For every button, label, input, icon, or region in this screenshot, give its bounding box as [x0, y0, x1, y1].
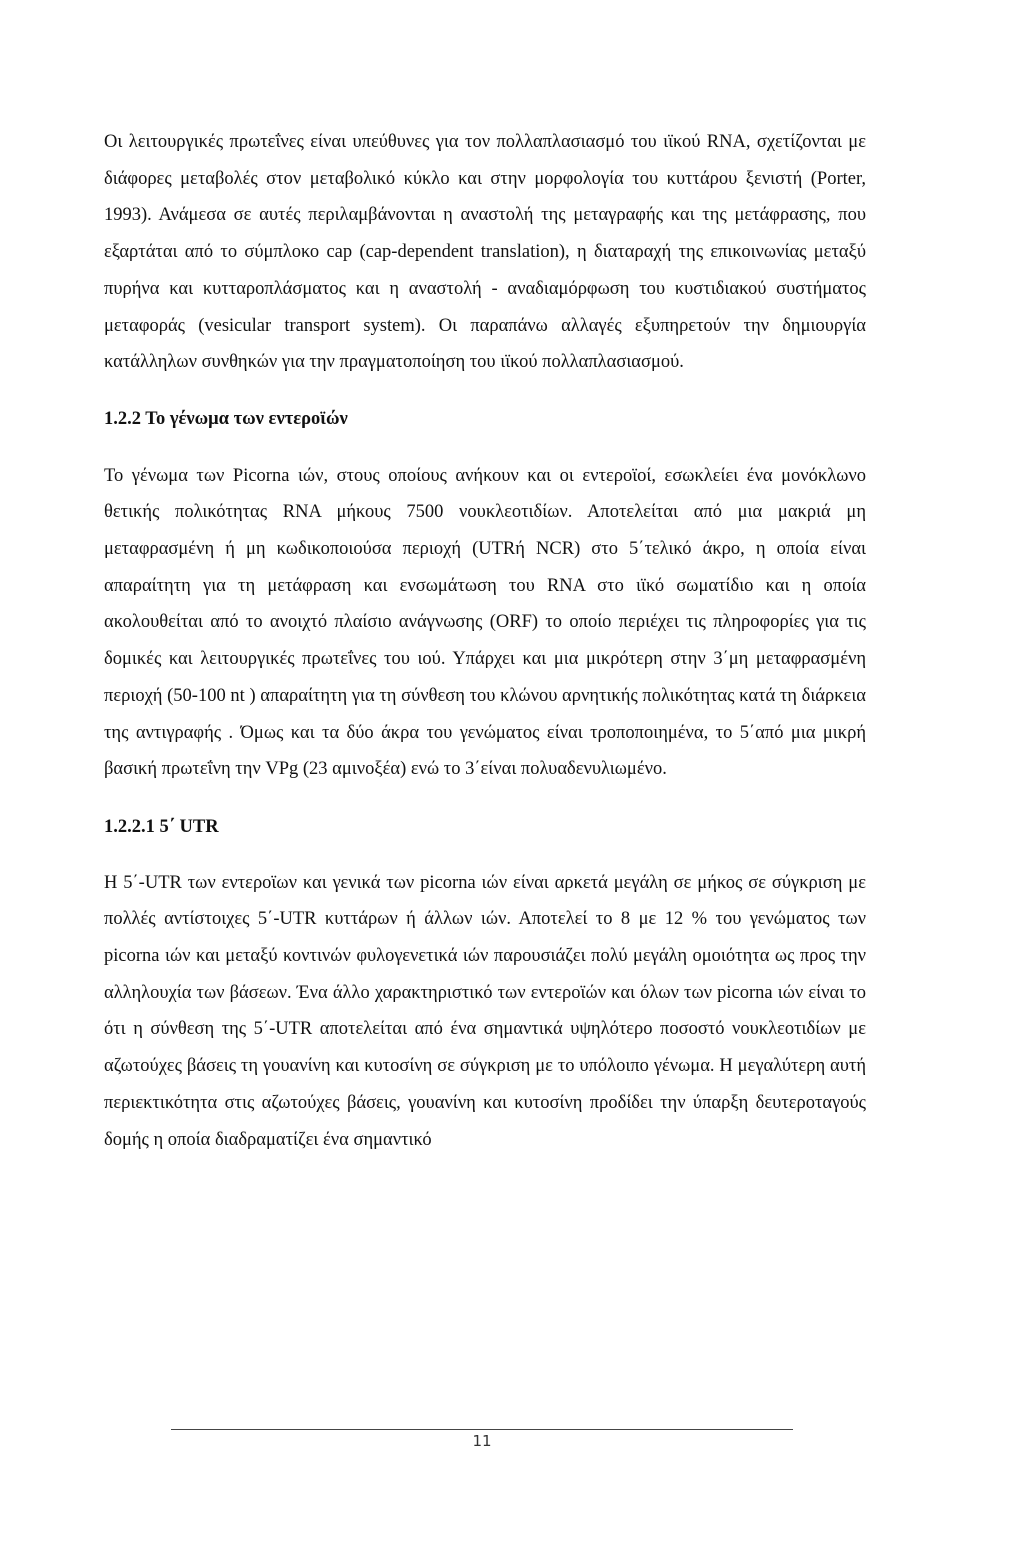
footer-divider [171, 1429, 793, 1430]
body-paragraph: Οι λειτουργικές πρωτεΐνες είναι υπεύθυνες για τον πολλαπλασιασμό του ιϊκού RNA, σχετίζονται με διάφορες μεταβολές στον μεταβολικό κύκλο και στην μορφολογία του κυττάρου ξενιστή (Porter, 1993). Ανάμεσα σε αυτές περιλαμβάνονται η αναστολή της μεταγραφής και της μετάφρασης, που εξαρτάται από το σύμπλοκο cap (cap-dependent translation), η διαταραχή της επικοινωνίας μεταξύ πυρήνα και κυτταροπλάσματος και η αναστολή - αναδιαμόρφωση του κυστιδιακού συστήματος μεταφοράς (vesicular transport system). Οι παραπάνω αλλαγές εξυπηρετούν την δημιουργία κατάλληλων συνθηκών για την πραγματοποίηση του ιϊκού πολλαπλασιασμού. [104, 132, 866, 373]
body-paragraph: Η 5΄-UTR των εντεροϊων και γενικά των picorna ιών είναι αρκετά μεγάλη σε μήκος σε σύγκριση με πολλές αντίστοιχες 5΄-UTR κυττάρων ή άλλων ιών. Αποτελεί το 8 με 12 % του γενώματος των picorna ιών και μεταξύ κοντινών φυλογενετικά ιών παρουσιάζει πολύ μεγάλη ομοιότητα ως προς την αλληλουχία των βάσεων. Ένα άλλο χαρακτηριστικό των εντεροϊών και όλων των picorna ιών είναι το ότι η σύνθεση της 5΄-UTR αποτελείται από ένα σημαντικά υψηλότερο ποσοστό νουκλεοτιδίων με αζωτούχες βάσεις τη γουανίνη και κυτοσίνη σε σύγκριση με το υπόλοιπο γένωμα. Η μεγαλύτερη αυτή περιεκτικότητα στις αζωτούχες βάσεις, γουανίνη και κυτοσίνη προδίδει την ύπαρξη δευτεροταγούς δομής η οποία διαδραματίζει ένα σημαντικό [104, 872, 866, 1150]
section-heading: 1.2.2 Το γένωμα των εντεροϊών [104, 408, 348, 429]
page-content [104, 124, 866, 1158]
page-number: 11 [472, 1432, 492, 1450]
body-paragraph: Το γένωμα των Picorna ιών, στους οποίους ανήκουν και οι εντεροϊοί, εσωκλείει ένα μονόκλωνο θετικής πολικότητας RNA μήκους 7500 νουκλεοτιδίων. Αποτελείται από μια μακριά μη μεταφρασμένη ή μη κωδικοποιούσα περιοχή (UTRή NCR) στο 5΄τελικό άκρο, η οποία είναι απαραίτητη για τη μετάφραση και ενσωμάτωση του RNA στο ιϊκό σωματίδιο και η οποία ακολουθείται από το ανοιχτό πλαίσιο ανάγνωσης (ORF) το οποίο περιέχει τις πληροφορίες για τις δομικές και λειτουργικές πρωτεΐνες του ιού. Υπάρχει και μια μικρότερη στην 3΄μη μεταφρασμένη περιοχή (50-100 nt ) απαραίτητη για τη σύνθεση του κλώνου αρνητικής πολικότητας κατά τη διάρκεια της αντιγραφής . Όμως και τα δύο άκρα του γενώματος είναι τροποποιημένα, το 5΄από μια μικρή βασική πρωτεΐνη την VPg (23 αμινοξέα) ενώ το 3΄είναι πολυαδενυλιωμένο. [104, 465, 866, 780]
subsection-heading: 1.2.2.1 5΄ UTR [104, 816, 219, 837]
